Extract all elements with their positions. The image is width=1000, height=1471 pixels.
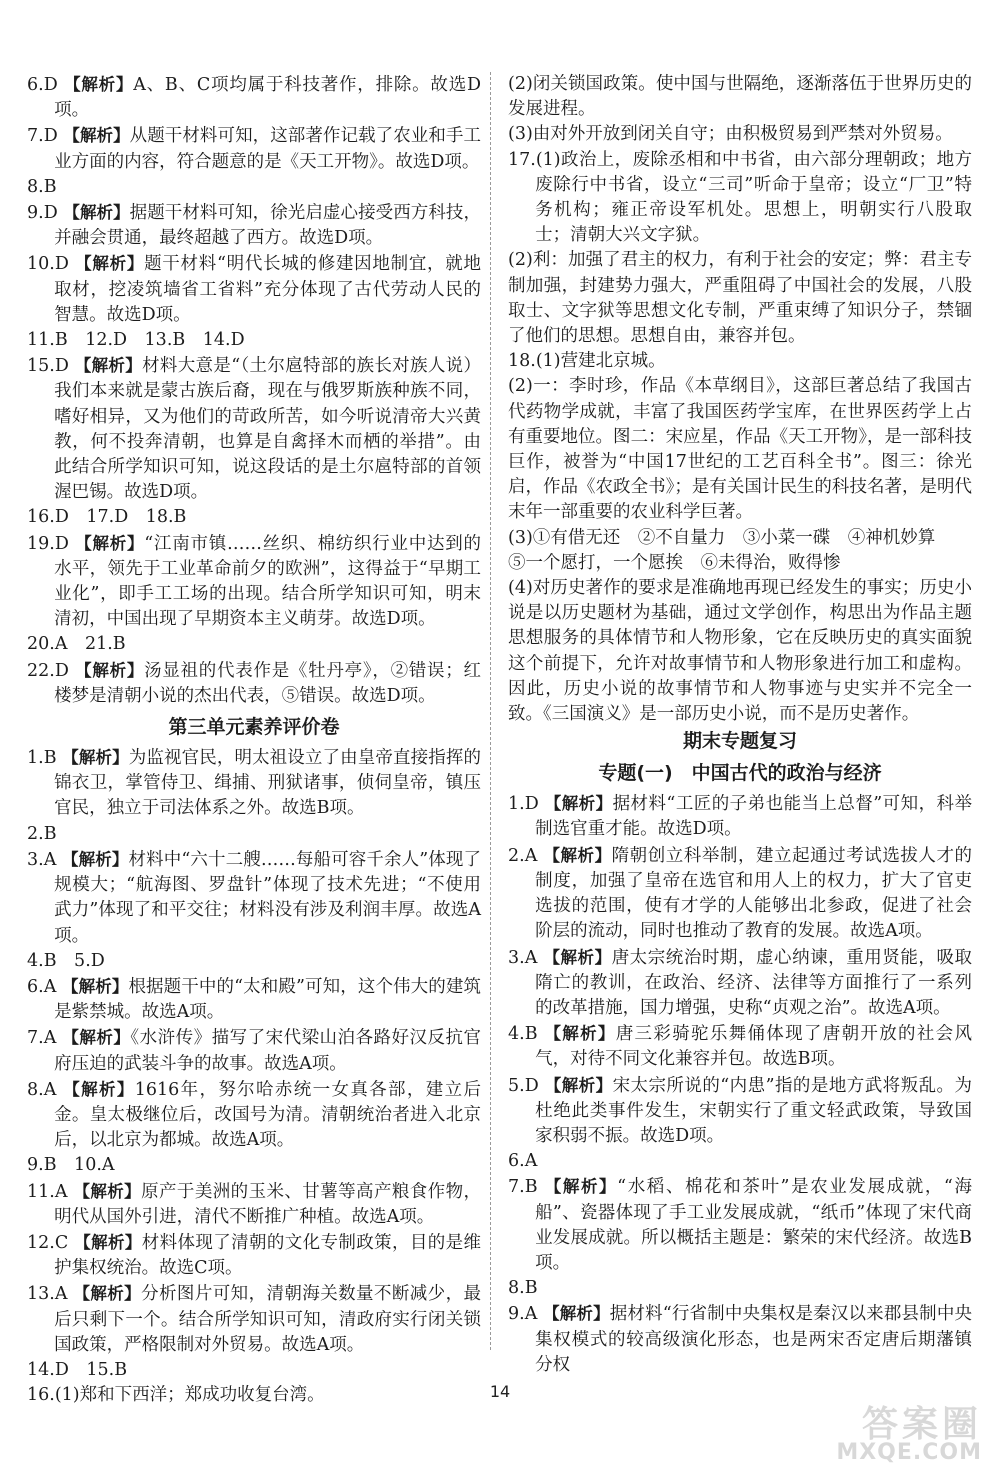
answer-entry <box>508 791 972 842</box>
answer-entry <box>27 1358 481 1383</box>
analysis-label: 【解析】 <box>63 1079 135 1099</box>
answer-entry <box>27 847 481 949</box>
question-number: 2.A <box>508 845 538 866</box>
answer-text: 分析图片可知，清朝海关数量不断减少，最后只剩下一个。结合所学知识可知，清政府实行闭关锁国政策，严格限制对外贸易。故选A项。 <box>54 1284 482 1355</box>
answer-entry <box>27 328 481 353</box>
answer-entry <box>508 148 972 249</box>
question-number: 6.A <box>508 1151 538 1172</box>
question-number: 11.A <box>27 1181 68 1202</box>
left-column <box>27 72 481 1408</box>
analysis-label: 【解析】 <box>544 1177 618 1197</box>
section-heading: 第三单元素养评价卷 <box>168 716 340 739</box>
answer-text: 题干材料“明代长城的修建因地制宜，就地取材，挖凌筑墙省工省料”充分体现了古代劳动人民的智慧。故选D项。 <box>54 254 481 325</box>
watermark-logo <box>757 1396 982 1468</box>
analysis-label: 【解析】 <box>63 203 130 223</box>
answer-entry <box>27 200 481 251</box>
question-number: 14.D 15.B <box>27 1359 128 1380</box>
question-number: 8.B <box>508 1278 538 1299</box>
analysis-label: 【解析】 <box>544 1075 613 1095</box>
answer-entry <box>27 175 481 200</box>
answer-entry <box>508 1276 972 1301</box>
answer-entry <box>508 945 972 1022</box>
analysis-label: 【解析】 <box>74 356 143 376</box>
analysis-label: 【解析】 <box>543 845 612 865</box>
answer-paragraph: (3)①有借无还 ②不自量力 ③小菜一碟 ④神机妙算 <box>508 527 936 548</box>
answer-text: 据材料“行省制中央集权是秦汉以来郡县制中央集权模式的较高级演化形态，也是两宋否定唐后期藩镇分权 <box>535 1304 972 1375</box>
answer-entry <box>27 353 481 505</box>
question-number: 11.B 12.D 13.B 14.D <box>27 330 245 351</box>
analysis-label: 【解析】 <box>64 75 134 94</box>
watermark-line1: 答案圈 <box>861 1404 982 1445</box>
question-number: 17. <box>508 149 536 170</box>
question-number: 3.A <box>508 947 538 968</box>
answer-entry <box>27 123 481 174</box>
answer-entry <box>508 1073 972 1150</box>
question-number: 7.A <box>27 1028 57 1049</box>
answer-entry <box>27 1025 481 1076</box>
answer-text: 隋朝创立科举制，建立起通过考试选拔人才的制度，加强了皇帝在选官和用人上的权力，扩大了官吏选拔的范围，使有才学的人能够出北参政，促进了社会阶层的流动，同时也推动了教育的发展。故选A项。 <box>535 845 972 942</box>
analysis-label: 【解析】 <box>544 1024 616 1044</box>
answer-entry <box>27 822 481 847</box>
question-number: 20.A 21.B <box>27 634 126 655</box>
answer-entry <box>508 349 972 374</box>
answer-paragraph: ⑤一个愿打，一个愿挨 ⑥未得治，败得惨 <box>508 552 841 573</box>
question-number: 9.A <box>508 1304 538 1325</box>
question-number: 2.B <box>27 823 57 844</box>
answer-entry <box>27 1153 481 1178</box>
question-number: 8.A <box>27 1079 57 1100</box>
answer-entry <box>27 531 481 633</box>
answer-text: 材料中“六十二艘……每船可容千余人”体现了规模大；“航海图、罗盘针”体现了技术先进；“不使用武力”体现了和平交往；材料没有涉及利润丰厚。故选A项。 <box>54 849 481 946</box>
question-number: 9.D <box>27 203 58 224</box>
answer-text: 唐太宗统治时期，虚心纳谏，重用贤能，吸取隋亡的教训，在政治、经济、法律等方面推行了一系列的改革措施，国力增强，史称“贞观之治”。故选A项。 <box>535 947 972 1018</box>
answer-entry <box>27 505 481 530</box>
answer-paragraph: (2)利：加强了君主的权力，有利于社会的安定；弊：君主专制加强，封建势力强大，严重阻碍了中国社会的发展，八股取士、文字狱等思想文化专制，严重束缚了知识分子，禁锢了他们的思想。思想自由，兼容并包。 <box>508 250 972 347</box>
answer-paragraph: (2)一：李时珍，作品《本草纲目》，这部巨著总结了我国古代药物学成就，丰富了我国医药学宝库，在世界医药学上占有重要地位。图二：宋应星，作品《天工开物》，是一部科技巨作，被誉为“中国17世纪的工艺百科全书”。图三：徐光启，作品《农政全书》；是有关国计民生的科技名著，是明代末年一部重要的农业科学巨著。 <box>508 376 972 523</box>
answer-entry <box>27 974 481 1025</box>
column-divider <box>490 72 491 1350</box>
question-number: 3.A <box>27 849 57 870</box>
analysis-label: 【解析】 <box>62 748 129 768</box>
answer-text: 《水浒传》描写了宋代梁山泊各路好汉反抗官府压迫的武装斗争的故事。故选A项。 <box>54 1028 482 1074</box>
answer-entry <box>508 1021 972 1072</box>
analysis-label: 【解析】 <box>75 254 145 274</box>
answer-entry <box>27 949 481 974</box>
answer-text: 原产于美洲的玉米、甘薯等高产粮食作物，明代从国外引进，清代不断推广种植。故选A项。 <box>54 1181 482 1227</box>
answer-text: A、B、C项均属于科技著作，排除。故选D项。 <box>54 75 482 121</box>
section-heading: 期末专题复习 <box>682 730 797 753</box>
answer-text: (1)政治上，废除丞相和中书省，由六部分理朝政；地方废除行中书省，设立“三司”听命于皇帝；设立“厂卫”特务机构；雍正帝设军机处。思想上，明朝实行八股取士；清朝大兴文字狱。 <box>535 149 972 246</box>
question-number: 22.D <box>27 660 69 681</box>
answer-paragraph: (4)对历史著作的要求是准确地再现已经发生的事实；历史小说是以历史题材为基础，通过文学创作，构思出为作品主题思想服务的具体情节和人物形象，它在反映历史的真实面貌这个前提下，允许对故事情节和人物形象进行加工和虚构。因此，历史小说的故事情节和人物事迹与史实并不完全一致。《三国演义》是一部历史小说，而不是历史著作。 <box>508 578 972 725</box>
answer-entry <box>27 1179 481 1230</box>
answer-text: 唐三彩骑驼乐舞俑体现了唐朝开放的社会风气，对待不同文化兼容并包。故选B项。 <box>535 1024 972 1070</box>
question-number: 7.D <box>27 126 58 147</box>
question-number: 12.C <box>27 1232 69 1253</box>
answer-text: “江南市镇……丝织、棉纺织行业中达到的水平，领先于工业革命前夕的欧洲”，这得益于“早期工业化”，即手工工场的出现。结合所学知识可知，明末清初，中国出现了早期资本主义萌芽。故选D项。 <box>54 533 482 630</box>
answer-text: 根据题干中的“太和殿”可知，这个伟大的建筑是紫禁城。故选A项。 <box>54 976 481 1023</box>
answer-text: “水稻、棉花和茶叶”是农业发展成就，“海船”、瓷器体现了手工业发展成就，“纸币”体现了宋代商业发展成就。所以概括主题是：繁荣的宋代经济。故选B项。 <box>535 1177 972 1273</box>
question-number: 7.B <box>508 1177 538 1198</box>
watermark-line2: MXQE.COM <box>836 1440 982 1465</box>
analysis-label: 【解析】 <box>543 1304 610 1324</box>
answer-entry <box>27 632 481 657</box>
right-column <box>508 72 972 1378</box>
answer-entry <box>27 72 481 123</box>
answer-entry <box>27 658 481 709</box>
answer-text: (1)营建北京城。 <box>535 351 666 372</box>
question-number: 13.A <box>27 1284 68 1305</box>
answer-paragraph: (2)闭关锁国政策。使中国与世隔绝，逐渐落伍于世界历史的发展进程。 <box>508 74 972 120</box>
analysis-label: 【解析】 <box>62 849 129 869</box>
question-number: 1.B <box>27 748 57 769</box>
answer-entry <box>508 1174 972 1276</box>
question-number: 9.B 10.A <box>27 1155 115 1176</box>
analysis-label: 【解析】 <box>73 1284 142 1304</box>
answer-text: 汤显祖的代表作是《牡丹亭》，②错误；红楼梦是清朝小说的杰出代表，⑤错误。故选D项。 <box>54 660 481 706</box>
analysis-label: 【解析】 <box>63 126 130 146</box>
question-number: 5.D <box>508 1075 539 1096</box>
question-number: 4.B 5.D <box>27 950 105 971</box>
question-number: 16. <box>27 1385 55 1406</box>
answer-entry <box>508 1301 972 1378</box>
question-number: 1.D <box>508 794 539 815</box>
answer-paragraph: (3)由对外开放到闭关自守；由积极贸易到严禁对外贸易。 <box>508 124 953 145</box>
answer-entry <box>508 1149 972 1174</box>
answer-text: 据材料“工匠的子弟也能当上总督”可知，科举制选官重才能。故选D项。 <box>535 794 972 840</box>
answer-entry <box>27 1077 481 1154</box>
question-number: 8.B <box>27 176 57 197</box>
analysis-label: 【解析】 <box>62 1028 131 1048</box>
question-number: 4.B <box>508 1024 538 1045</box>
section-heading: 专题(一) 中国古代的政治与经济 <box>598 762 882 785</box>
question-number: 6.D <box>27 75 58 95</box>
answer-text: 从题干材料可知，这部著作记载了农业和手工业方面的内容，符合题意的是《天工开物》。故选D项。 <box>54 126 481 172</box>
answer-text: 为监视官民，明太祖设立了由皇帝直接指挥的锦衣卫，掌管侍卫、缉捕、刑狱诸事，侦伺皇帝，镇压官民，独立于司法体系之外。故选B项。 <box>54 748 481 819</box>
analysis-label: 【解析】 <box>75 533 145 553</box>
analysis-label: 【解析】 <box>74 1232 142 1252</box>
answer-text: 材料体现了清朝的文化专制政策，目的是维护集权统治。故选C项。 <box>54 1232 482 1279</box>
answer-text: 材料大意是“（土尔扈特部的族长对族人说）我们本来就是蒙古族后裔，现在与俄罗斯族种族不同，嗜好相异，又为他们的苛政所苦，如今听说清帝大兴黄教，何不投奔清朝，也算是自禽择木而栖的举措”。由此结合所学知识可知，说这段话的是土尔扈特部的首领渥巴锡。故选D项。 <box>54 356 481 503</box>
answer-entry <box>27 745 481 822</box>
analysis-label: 【解析】 <box>73 1181 142 1201</box>
answer-text: 1616年，努尔哈赤统一女真各部，建立后金。皇太极继位后，改国号为清。清朝统治者进入北京后，以北京为都城。故选A项。 <box>54 1079 481 1151</box>
question-number: 6.A <box>27 976 57 997</box>
answer-text: 据题干材料可知，徐光启虚心接受西方科技，并融会贯通，最终超越了西方。故选D项。 <box>54 203 481 249</box>
question-number: 15.D <box>27 356 69 377</box>
question-number: 18. <box>508 351 536 372</box>
question-number: 10.D <box>27 254 69 275</box>
answer-entry <box>27 251 481 328</box>
answer-text: 宋太宗所说的“内患”指的是地方武将叛乱。为杜绝此类事件发生，宋朝实行了重文轻武政策，导致国家积弱不振。故选D项。 <box>535 1075 972 1146</box>
analysis-label: 【解析】 <box>544 794 613 814</box>
analysis-label: 【解析】 <box>62 976 129 996</box>
question-number: 16.D 17.D 18.B <box>27 507 187 528</box>
analysis-label: 【解析】 <box>543 947 612 967</box>
answer-entry <box>508 843 972 945</box>
answer-text: (1)郑和下西洋；郑成功收复台湾。 <box>54 1385 325 1406</box>
analysis-label: 【解析】 <box>75 660 145 680</box>
question-number: 19.D <box>27 533 69 554</box>
answer-entry <box>27 1281 481 1358</box>
page-number: 14 <box>489 1382 511 1401</box>
answer-entry <box>27 1230 481 1281</box>
